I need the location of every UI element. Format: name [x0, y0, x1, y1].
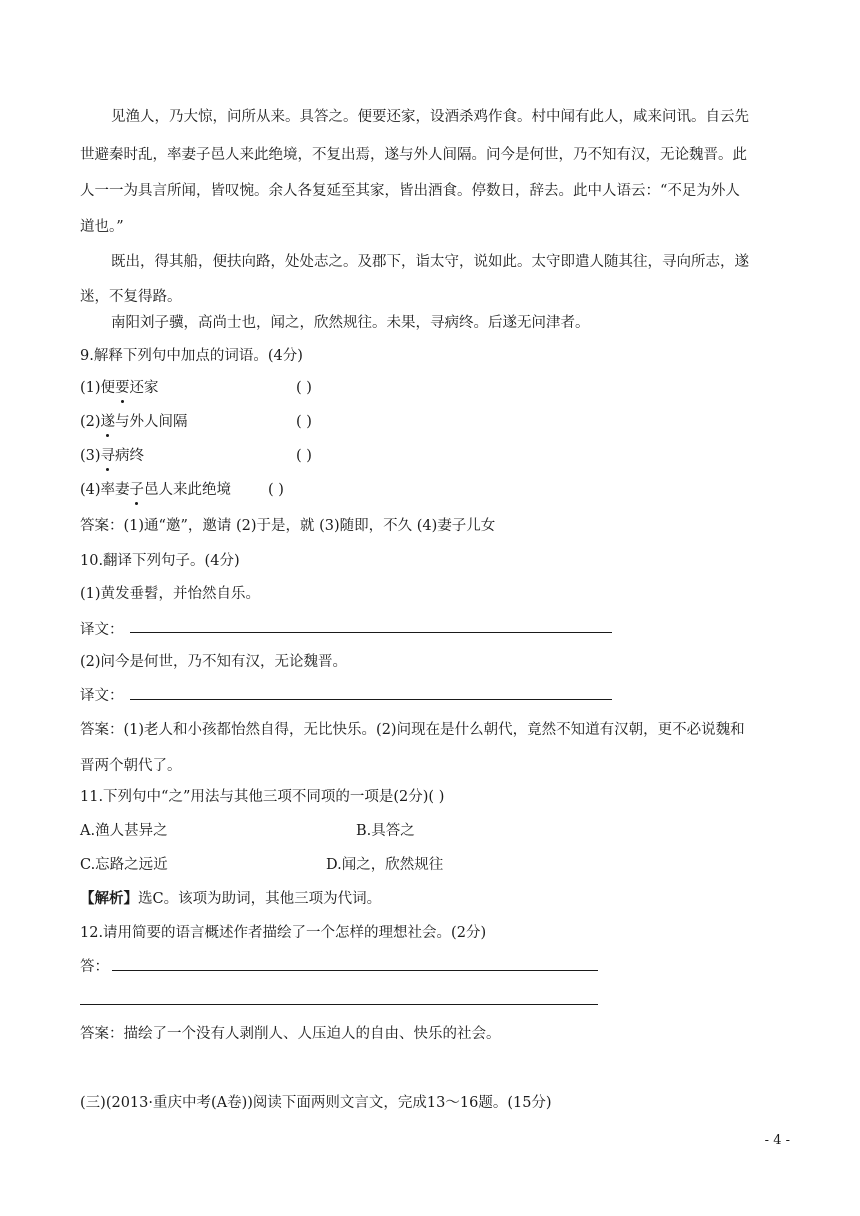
option-d: D.闻之，欣然规往 [326, 857, 444, 873]
passage-line [80, 145, 747, 165]
question-12-stem: 12.请用简要的语言概述作者描绘了一个怎样的理想社会。(2分) [80, 925, 487, 941]
answer-parentheses: ( ) [296, 448, 312, 464]
question-10-answer: 晋两个朝代了。 [80, 758, 182, 774]
question-10-answer: 答案：(1)老人和小孩都怡然自得，无比快乐。(2)问现在是什么朝代，竟然不知道有汉朝，更不必说魏和 [80, 722, 745, 738]
question-9-item-2: (2)遂与外人间隔 [80, 414, 188, 430]
passage-line: 道也。” [80, 219, 124, 235]
question-11-analysis: 【解析】选C。该项为助词，其他三项为代词。 [80, 890, 382, 907]
passage-line: 既出，得其船，便扶向路，处处志之。及郡下，诣太守，说如此。太守即遣人随其往，寻向所志，遂 [111, 254, 749, 270]
section-3-heading: (三)(2013·重庆中考(A卷))阅读下面两则文言文，完成13～16题。(15分) [80, 1095, 552, 1111]
passage-line: 南阳刘子骥，高尚士也，闻之，欣然规往。未果，寻病终。后遂无问津者。 [111, 315, 590, 331]
translation-label: 译文： [80, 688, 124, 704]
option-c: C.忘路之远近 [80, 857, 168, 873]
question-9-answer: 答案：(1)通“邀”，邀请 (2)于是，就 (3)随即，不久 (4)妻子儿女 [80, 518, 496, 534]
dotted-word: 遂 [100, 414, 116, 430]
question-10-sentence-2: (2)问今是何世，乃不知有汉，无论魏晋。 [80, 654, 348, 670]
answer-label: 答： [80, 959, 109, 975]
answer-parentheses: ( ) [296, 414, 312, 430]
question-9-item-4: (4)率妻子邑人来此绝境 [80, 482, 232, 498]
answer-blank-2[interactable] [80, 1004, 598, 1005]
option-b: B.具答之 [356, 823, 415, 839]
analysis-tag: 【解析】 [80, 890, 138, 907]
question-9-stem: 9.解释下列句中加点的词语。(4分) [80, 348, 303, 364]
dotted-word: 寻 [100, 448, 116, 464]
passage-line: 人一一为具言所闻，皆叹惋。余人各复延至其家，皆出酒食。停数日，辞去。此中人语云：“不足为外人 [80, 183, 740, 199]
question-9-item-3: (3)寻病终 [80, 448, 145, 464]
dotted-word: 子 [129, 482, 145, 498]
question-10-stem: 10.翻译下列句子。(4分) [80, 553, 240, 569]
passage-line: 迷，不复得路。 [80, 289, 182, 305]
passage-text: 世避秦时乱，率妻子邑人来此绝境，不复出焉，遂与外人间隔。问今是何世，乃不知有汉，无论魏晋。此 [80, 147, 747, 163]
translation-label: 译文： [80, 622, 124, 638]
option-a: A.渔人甚异之 [80, 823, 168, 839]
question-10-sentence-1: (1)黄发垂髫，并怡然自乐。 [80, 586, 261, 602]
translation-blank-2[interactable] [130, 699, 612, 700]
question-9-item-1: (1)便要还家 [80, 380, 159, 396]
answer-blank-1[interactable] [112, 970, 598, 971]
dotted-word: 要 [115, 380, 130, 396]
passage-line: 见渔人，乃大惊，问所从来。具答之。便要还家，设酒杀鸡作食。村中闻有此人，咸来问讯。自云先 [111, 109, 749, 125]
answer-parentheses: ( ) [268, 482, 284, 498]
page-number: - 4 - [764, 1133, 790, 1148]
question-12-answer: 答案：描绘了一个没有人剥削人、人压迫人的自由、快乐的社会。 [80, 1026, 501, 1042]
question-11-stem: 11.下列句中“之”用法与其他三项不同项的一项是(2分)( ) [80, 789, 445, 805]
translation-blank-1[interactable] [130, 632, 612, 633]
answer-parentheses: ( ) [296, 380, 312, 396]
